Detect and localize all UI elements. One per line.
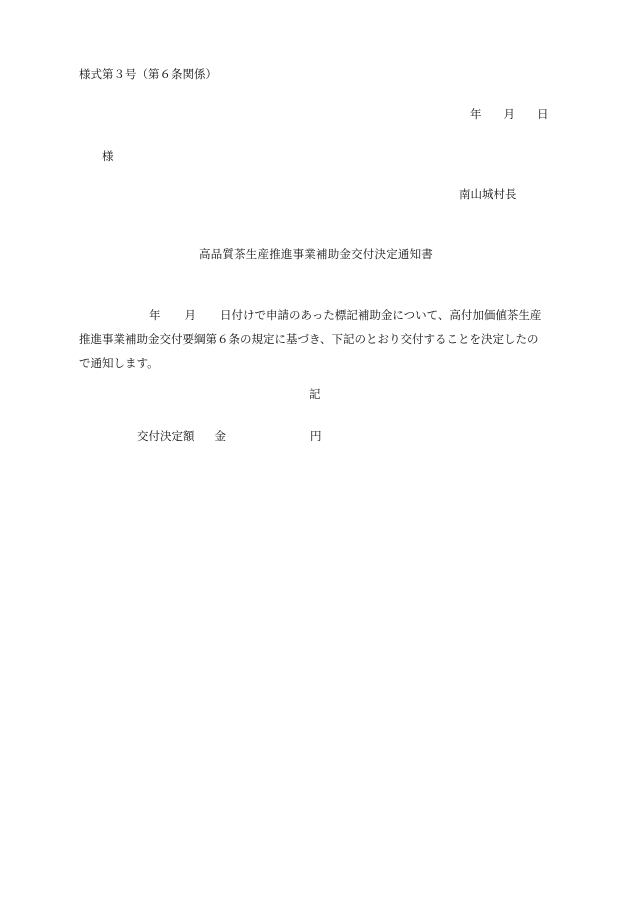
addressee-honorific: 様 — [102, 149, 114, 163]
issuer-name: 南山城村長 — [459, 187, 517, 201]
amount-label: 交付決定額 — [137, 429, 195, 443]
amount-row — [137, 428, 322, 444]
body-line-3: で通知します。 — [79, 356, 159, 370]
date-month-label: 月 — [503, 107, 515, 121]
body-line-1-text: 日付けで申請のあった標記補助金について、高付加価値茶生産 — [220, 308, 542, 322]
amount-unit: 円 — [310, 429, 322, 443]
body-line-1 — [79, 307, 549, 323]
form-number: 様式第３号（第６条関係） — [79, 67, 217, 81]
body-month-label: 月 — [184, 308, 196, 322]
date-day-label: 日 — [537, 107, 549, 121]
body-year-label: 年 — [149, 308, 161, 322]
body-line-2: 推進事業補助金交付要綱第６条の規定に基づき、下記のとおり交付することを決定したの — [79, 332, 539, 346]
ki-heading: 記 — [309, 387, 321, 401]
amount-prefix: 金 — [214, 429, 226, 443]
date-year-label: 年 — [470, 107, 482, 121]
document-title: 高品質茶生産推進事業補助金交付決定通知書 — [199, 247, 433, 261]
date-line — [470, 106, 549, 122]
